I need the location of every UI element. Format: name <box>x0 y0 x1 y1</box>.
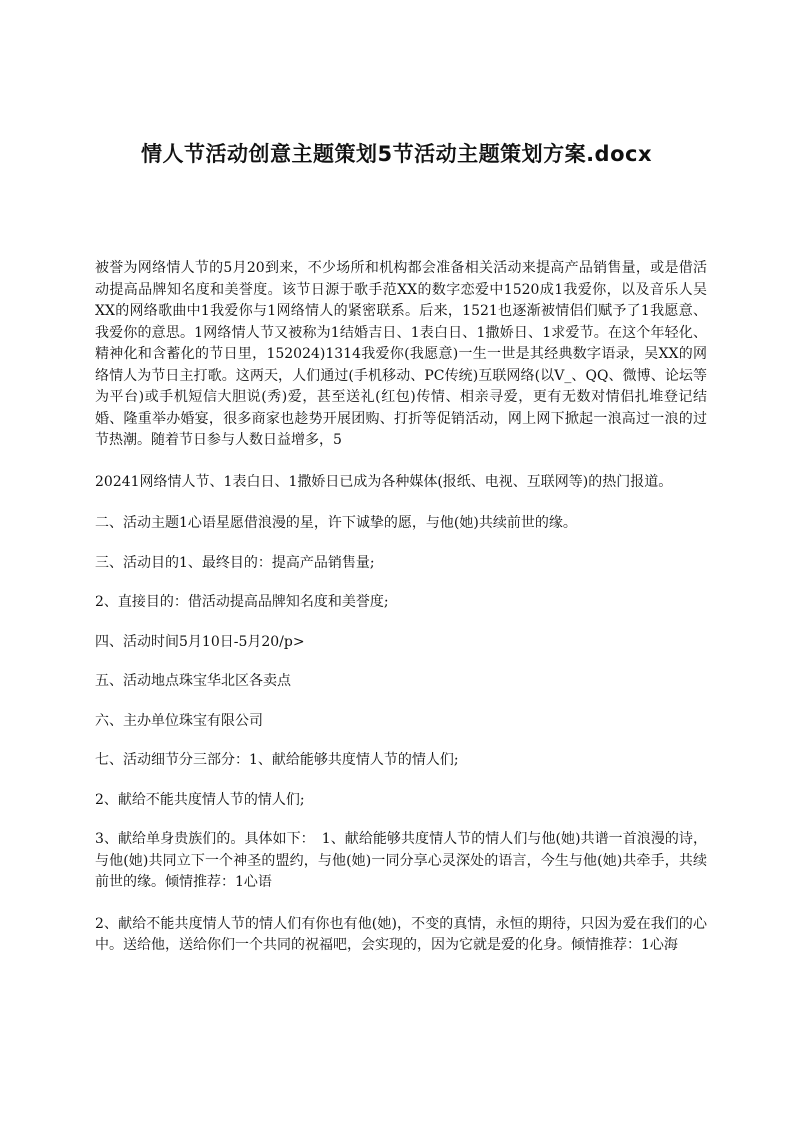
paragraph-time: 四、活动时间5月10日-5月20/p> <box>95 633 305 650</box>
paragraph-location: 五、活动地点珠宝华北区各卖点 <box>95 673 291 689</box>
document-title: 情人节活动创意主题策划5节活动主题策划方案.docx <box>140 142 653 166</box>
paragraph-details: 七、活动细节分三部分：1、献给能够共度情人节的情人们; <box>95 752 459 768</box>
paragraph-details-4: 2、献给不能共度情人节的情人们有你也有他(她)，不变的真情，永恒的期待，只因为爱在我们的心中。送给他，送给你们一个共同的祝福吧，会实现的，因为它就是爱的化身。倾情推荐：1心海 <box>95 915 707 953</box>
paragraph-theme: 二、活动主题1心语星愿借浪漫的星，许下诚挚的愿，与他(她)共续前世的缘。 <box>95 515 577 531</box>
document-body <box>95 258 707 977</box>
paragraph-intro: 被誉为网络情人节的5月20到来，不少场所和机构都会准备相关活动来提高产品销售量，或是借活动提高品牌知名度和美誉度。该节日源于歌手范XX的数字恋爱中1520成1我爱你，以及音乐人吴XX的网络歌曲中1我爱你与1网络情人的紧密联系。后来，1521也逐渐被情侣们赋予了1我愿意、我爱你的意思。1网络情人节又被称为1结婚吉日、1表白日、1撒娇日、1求爱节。在这个年轻化、精神化和含蓄化的节日里，152024)1314我爱你(我愿意)一生一世是其经典数字语录，吴XX的网络情人为节日主打歌。这两天，人们通过(手机移动、PC传统)互联网络(以V_、QQ、微博、论坛等为平台)或手机短信大胆说(秀)爱，甚至送礼(红包)传情、相亲寻爱，更有无数对情侣扎堆登记结婚、隆重举办婚宴，很多商家也趁势开展团购、打折等促销活动，网上网下掀起一浪高过一浪的过节热潮。随着节日参与人数日益增多，5 <box>95 260 707 448</box>
paragraph-media: 20241网络情人节、1表白日、1撒娇日已成为各种媒体(报纸、电视、互联网等)的热门报道。 <box>95 473 673 490</box>
paragraph-goal: 三、活动目的1、最终目的：提高产品销售量; <box>95 554 375 571</box>
paragraph-details-3: 3、献给单身贵族们的。具体如下： 1、献给能够共度情人节的情人们与他(她)共谱一首浪漫的诗，与他(她)共同立下一个神圣的盟约，与他(她)一同分享心灵深处的语言，今生与他(她)共牵手，共续前世的缘。倾情推荐：1心语 <box>95 831 707 890</box>
paragraph-details-2: 2、献给不能共度情人节的情人们; <box>95 791 305 808</box>
paragraph-organizer: 六、主办单位珠宝有限公司 <box>95 712 263 729</box>
paragraph-direct-goal: 2、直接目的：借活动提高品牌知名度和美誉度; <box>95 594 389 610</box>
